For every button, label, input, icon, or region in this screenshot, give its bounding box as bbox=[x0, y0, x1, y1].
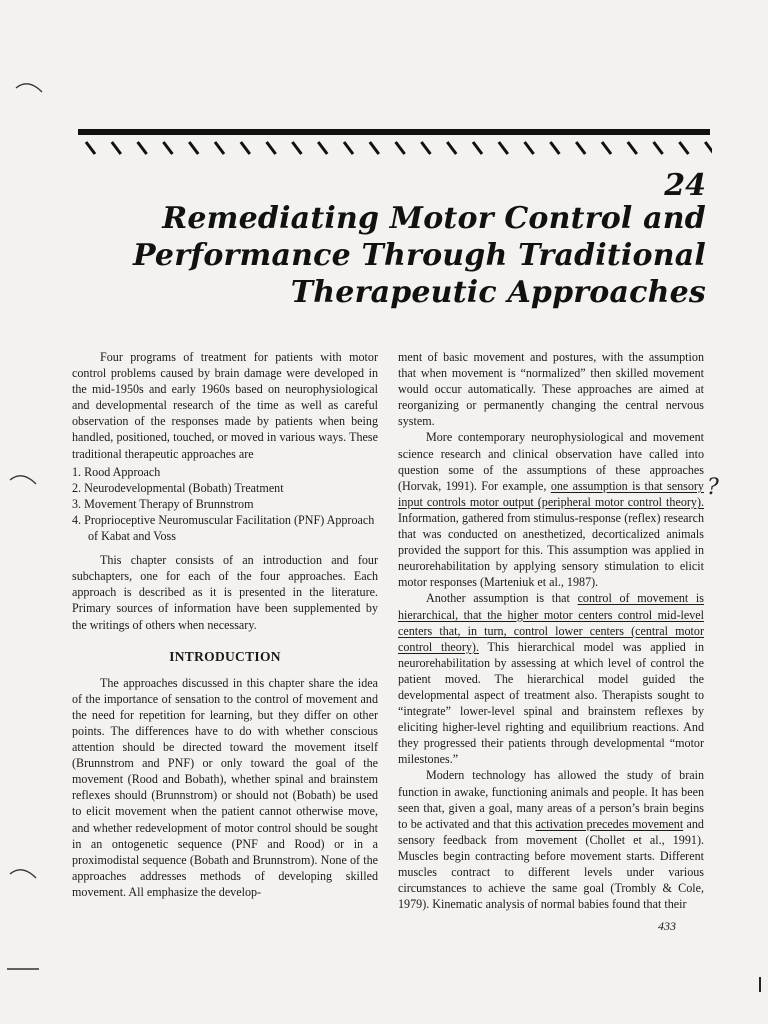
tick-mark bbox=[344, 142, 353, 154]
list-item: 4. Proprioceptive Neuromuscular Facilitation (PNF) Approach of Kabat and Voss bbox=[72, 512, 375, 544]
paragraph-assumptions bbox=[398, 429, 704, 590]
introduction-paragraph: The approaches discussed in this chapter share the idea of the importance of sensation to the control of movement and the need for repetition for learning, but they differ on other points. The differences have to do with whether conscious attention should be directed toward the movement itself (Brunnstrom and PNF) or only toward the goal of the movement (Rood and Bobath), whether spinal and brainstem reflexes should (Brunnstrom) or should not (Bobath) be used to elicit movement when the patient cannot otherwise move, and whether redevelopment of motor control should be sought in an ontogenetic sequence (PNF and Rood) or in a proximodistal sequence (Bobath and Brunnstrom). None of the approaches addresses methods of developing skilled movement. All emphasize the develop- bbox=[72, 675, 378, 899]
structure-paragraph: This chapter consists of an introduction and four subchapters, one for each of the four approaches. Each approach is described as it is presented in the literature. Primary sources of information have been supplemented by the writings of others when necessary. bbox=[72, 553, 378, 632]
list-item: 2. Neurodevelopmental (Bobath) Treatment bbox=[72, 480, 284, 495]
underlined-passage: one assumption is that sensory input controls motor output (peripheral motor control theory). bbox=[398, 478, 704, 509]
tick-mark bbox=[138, 142, 147, 154]
margin-hook-mark bbox=[8, 862, 38, 882]
tick-mark bbox=[318, 142, 327, 154]
paragraph-text: More contemporary neurophysiological and movement science research and clinical observation have called into question some of the assumptions of these approaches (Horvak, 1991). For example, bbox=[398, 430, 704, 493]
tick-mark bbox=[447, 142, 456, 154]
page-number: 433 bbox=[658, 919, 676, 933]
underlined-passage: activation precedes movement bbox=[535, 816, 684, 831]
paragraph-hierarchy bbox=[398, 590, 704, 767]
paragraph-text: Information, gathered from stimulus-response (reflex) research that was conducted on anesthetized, decorticalized animals provided the support for this. This assumption was applied in neurorehabilitation by applying sensory stimulation to elicit motor responses (Marteniuk et al., 1987). bbox=[398, 510, 704, 590]
continued-paragraph: ment of basic movement and postures, with the assumption that when movement is “normalized” then skilled movement would occur automatically. These approaches are aimed at reorganizing or permanently changing the central nervous system. bbox=[398, 350, 704, 429]
tick-mark bbox=[679, 142, 688, 154]
margin-hook-mark bbox=[14, 76, 44, 96]
underlined-passage: control of movement is hierarchical, that the higher motor centers control mid-level centers that, in turn, control lower centers (central motor control theory). bbox=[398, 591, 704, 654]
tick-mark bbox=[112, 142, 121, 154]
paragraph-text: and sensory feedback from movement (Chollet et al., 1991). Muscles begin contracting before movement starts. Different muscles contract to different levels under various circumstances to achieve the same goal (Trombly & Cole, 1979). Kinematic analysis of normal babies found that their bbox=[398, 816, 704, 912]
handwritten-question-mark: ? bbox=[707, 475, 719, 500]
tick-mark bbox=[602, 142, 611, 154]
tick-mark bbox=[499, 142, 508, 154]
tick-mark bbox=[370, 142, 379, 154]
chapter-title-line: Remediating Motor Control and bbox=[162, 201, 706, 236]
margin-hook-mark bbox=[8, 468, 38, 488]
tick-mark bbox=[525, 142, 534, 154]
chapter-title bbox=[66, 200, 706, 311]
chapter-top-rule bbox=[78, 129, 710, 135]
tick-mark bbox=[292, 142, 301, 154]
tick-mark bbox=[421, 142, 430, 154]
chapter-title-line: Therapeutic Approaches bbox=[290, 275, 706, 310]
chapter-tick-band bbox=[82, 138, 712, 160]
paragraph-modern-technology bbox=[398, 767, 704, 912]
tick-mark bbox=[550, 142, 559, 154]
right-text-column bbox=[398, 349, 704, 912]
tick-mark bbox=[576, 142, 585, 154]
tick-mark bbox=[241, 142, 250, 154]
paragraph-text: Modern technology has allowed the study of brain function in awake, functioning animals and people. It has been seen that, given a goal, many areas of a person’s brain begins to be activated and that this bbox=[398, 768, 704, 831]
margin-tick-mark bbox=[756, 976, 764, 994]
tick-mark bbox=[163, 142, 172, 154]
tick-mark bbox=[628, 142, 637, 154]
tick-mark bbox=[267, 142, 276, 154]
tick-mark bbox=[215, 142, 224, 154]
margin-dash-mark bbox=[6, 966, 40, 972]
tick-mark bbox=[705, 142, 712, 154]
left-text-column bbox=[72, 349, 378, 900]
list-item: 3. Movement Therapy of Brunnstrom bbox=[72, 496, 254, 511]
chapter-number: 24 bbox=[664, 168, 706, 203]
section-heading: INTRODUCTION bbox=[169, 648, 281, 664]
tick-mark bbox=[396, 142, 405, 154]
intro-paragraph: Four programs of treatment for patients with motor control problems caused by brain damage were developed in the mid-1950s and early 1960s based on neurophysiological and developmental research of the time as well as careful observation of the responses made by patients when being handled, positioned, touched, or moved in various ways. These traditional therapeutic approaches are bbox=[72, 350, 378, 461]
paragraph-text: This hierarchical model was applied in neurorehabilitation by assessing at which level of control the patient moved. The hierarchical model guided the developmental aspect of treatment also. Therapists sought to “integrate” lower-level spinal and brainstem reflexes by eliciting higher-level righting and equilibrium reactions. And they progressed their patients through developmental “motor milestones.” bbox=[398, 639, 705, 767]
list-item: 1. Rood Approach bbox=[72, 464, 161, 479]
approaches-list bbox=[72, 464, 378, 544]
tick-mark bbox=[189, 142, 198, 154]
paragraph-text: Another assumption is that bbox=[426, 591, 578, 606]
tick-mark bbox=[654, 142, 663, 154]
tick-mark bbox=[86, 142, 95, 154]
chapter-title-line: Performance Through Traditional bbox=[132, 238, 706, 273]
tick-mark bbox=[473, 142, 482, 154]
